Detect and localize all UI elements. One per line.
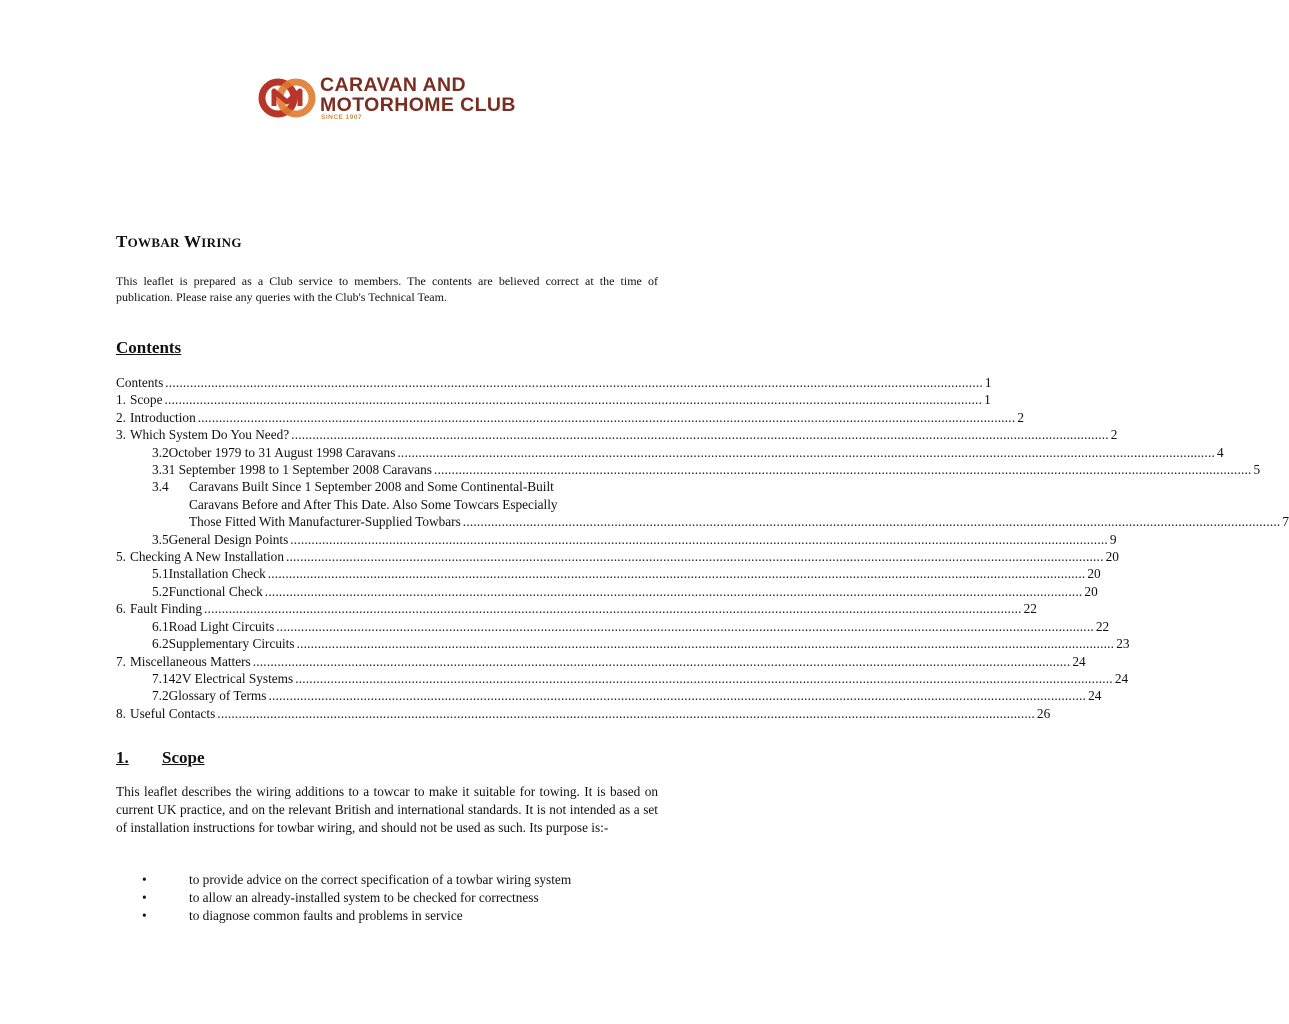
bullet-icon: • (142, 908, 147, 923)
toc-entry-title: Installation Check (168, 566, 266, 582)
toc-entry[interactable] (116, 391, 991, 408)
toc-leader-dots (165, 374, 983, 391)
toc-entry-page: 5 (1253, 462, 1261, 478)
toc-entry-page: 20 (1105, 549, 1119, 565)
toc-leader-dots (268, 687, 1086, 704)
toc-entry-number: 3. (116, 427, 126, 443)
list-item-text: to provide advice on the correct specification of a towbar wiring system (189, 872, 572, 887)
toc-entry-number: 7.2 (152, 688, 169, 704)
toc-entry-number: 2. (116, 409, 126, 425)
toc-entry-number: 3.4 (152, 479, 169, 495)
toc-entry-number: 5.1 (152, 566, 169, 582)
toc-entry-page: 22 (1023, 601, 1037, 617)
toc-entry-page: 26 (1036, 705, 1051, 721)
scope-bullet-list (142, 871, 571, 925)
toc-entry-title-lines (189, 478, 1289, 530)
toc-entry-title: Fault Finding (129, 601, 203, 617)
toc-leader-dots (297, 635, 1115, 652)
toc-entry[interactable] (116, 444, 1224, 461)
toc-entry[interactable] (116, 583, 1098, 600)
club-logo-since: SINCE 1907 (321, 114, 363, 121)
toc-entry-number: 5.2 (152, 583, 169, 599)
list-item-text: to allow an already-installed system to be checked for correctness (189, 890, 539, 905)
toc-entry-page: 24 (1072, 653, 1086, 669)
toc-entry-page: 20 (1084, 583, 1098, 599)
toc-leader-dots (276, 618, 1094, 635)
toc-entry[interactable] (116, 548, 1119, 565)
toc-entry-page: 1 (984, 375, 992, 390)
toc-entry[interactable] (116, 461, 1261, 478)
toc-entry-page: 2 (1017, 409, 1024, 425)
toc-leader-dots (253, 653, 1071, 670)
bullet-icon: • (142, 872, 147, 887)
toc-entry-title: Scope (129, 392, 163, 408)
toc-entry-title: 1 September 1998 to 1 September 2008 Caravans (168, 462, 432, 478)
toc-leader-dots (164, 391, 982, 408)
club-logo-line2: MOTORHOME CLUB (320, 94, 516, 116)
toc-entry-number: 5. (116, 549, 126, 565)
club-logo-line1: CARAVAN AND (320, 74, 466, 96)
toc-entry[interactable] (116, 531, 1117, 548)
list-item (142, 907, 571, 925)
club-logo-name (320, 75, 516, 115)
table-of-contents (116, 374, 1289, 722)
toc-leader-dots (204, 600, 1022, 617)
toc-leader-dots (198, 409, 1016, 426)
toc-entry-page: 7 (1282, 514, 1289, 530)
toc-entry-number: 1. (116, 392, 126, 408)
toc-entry-page: 20 (1087, 566, 1101, 582)
toc-entry[interactable] (116, 374, 992, 391)
toc-leader-dots (268, 565, 1086, 582)
toc-entry-title: Contents (116, 375, 164, 390)
toc-entry-page: 4 (1217, 444, 1224, 460)
toc-entry-title: Functional Check (168, 583, 263, 599)
toc-entry-title: Glossary of Terms (168, 688, 267, 704)
toc-entry-title: Miscellaneous Matters (129, 653, 251, 669)
toc-entry-page: 24 (1088, 688, 1102, 704)
toc-entry-page: 24 (1114, 670, 1129, 686)
scope-paragraph: This leaflet describes the wiring additions to a towcar to make it suitable for towing. It is based on current UK practice, and on the relevant British and international standards. It is not intended as a set of installation instructions for towbar wiring, and should not be used as such. Its purpose is:- (116, 784, 658, 835)
toc-entry-page: 9 (1109, 531, 1117, 547)
toc-leader-dots (217, 705, 1035, 722)
toc-leader-dots (397, 444, 1215, 461)
toc-leader-dots (295, 670, 1113, 687)
toc-entry-title: Road Light Circuits (168, 618, 275, 634)
list-item (142, 889, 571, 907)
toc-entry[interactable] (116, 426, 1118, 443)
toc-leader-dots (290, 531, 1108, 548)
toc-entry-title-line: Caravans Before and After This Date. Also Some Towcars Especially (189, 496, 558, 512)
toc-entry[interactable] (116, 478, 1289, 530)
club-logo-icon (258, 76, 318, 120)
toc-entry[interactable] (116, 687, 1102, 704)
toc-entry-page: 23 (1116, 636, 1130, 652)
toc-entry-title: Which System Do You Need? (129, 427, 290, 443)
toc-entry-title: October 1979 to 31 August 1998 Caravans (168, 444, 396, 460)
toc-leader-dots (291, 426, 1109, 443)
list-item-text: to diagnose common faults and problems in service (189, 908, 463, 923)
toc-entry-number: 3.5 (152, 531, 169, 547)
toc-entry-page: 1 (984, 392, 991, 408)
toc-entry[interactable] (116, 653, 1086, 670)
toc-entry-title: General Design Points (168, 531, 289, 547)
toc-entry[interactable] (116, 705, 1051, 722)
toc-entry-title-line-last (189, 513, 1289, 530)
toc-leader-dots (463, 513, 1281, 530)
toc-entry-number: 6.2 (152, 636, 169, 652)
toc-entry[interactable] (116, 635, 1130, 652)
toc-entry-number: 7. (116, 653, 126, 669)
toc-entry-number: 8. (116, 705, 126, 721)
toc-entry-title: Introduction (129, 409, 196, 425)
toc-entry[interactable] (116, 600, 1037, 617)
toc-entry-title-line: Caravans Built Since 1 September 2008 and Some Continental-Built (189, 479, 554, 495)
toc-entry-title: Checking A New Installation (129, 549, 284, 565)
document-title: TOWBAR WIRING (116, 232, 242, 251)
toc-entry[interactable] (116, 670, 1129, 687)
toc-entry-title: Supplementary Circuits (168, 636, 295, 652)
toc-entry-title: Useful Contacts (129, 705, 216, 721)
toc-entry-number: 3.3 (152, 462, 169, 478)
contents-heading: Contents (116, 338, 182, 357)
toc-leader-dots (265, 583, 1083, 600)
bullet-icon: • (142, 890, 147, 905)
toc-entry-number: 7.1 (152, 670, 169, 686)
toc-entry-number: 6. (116, 601, 126, 617)
toc-entry-page: 2 (1110, 427, 1118, 443)
scope-heading: 1. Scope (116, 748, 205, 767)
list-item (142, 871, 571, 889)
toc-leader-dots (286, 548, 1104, 565)
toc-entry-number: 3.2 (152, 444, 169, 460)
club-logo (258, 72, 528, 124)
toc-entry-title: 42V Electrical Systems (168, 670, 294, 686)
toc-entry-title: Those Fitted With Manufacturer-Supplied Towbars (189, 514, 461, 530)
intro-paragraph: This leaflet is prepared as a Club service to members. The contents are believed correct at the time of publication. Please raise any queries with the Club's Technical Team. (116, 274, 658, 304)
toc-leader-dots (434, 461, 1252, 478)
toc-entry[interactable] (116, 409, 1024, 426)
toc-entry[interactable] (116, 618, 1110, 635)
toc-entry[interactable] (116, 565, 1101, 582)
toc-entry-number: 6.1 (152, 618, 169, 634)
toc-entry-page: 22 (1095, 618, 1110, 634)
